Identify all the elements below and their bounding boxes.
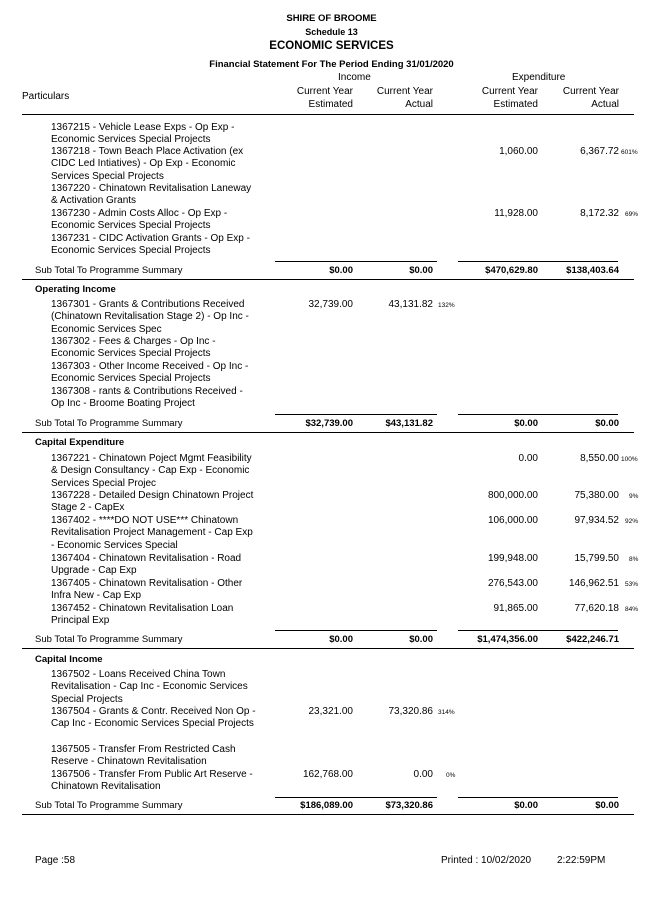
subtotal-expenditure-actual: $0.00 xyxy=(595,418,619,429)
line-item: 1367402 - ****DO NOT USE*** Chinatown Revitalisation Project Management - Cap Exp - Economic Services Special xyxy=(51,515,253,551)
section-divider xyxy=(22,648,634,649)
subtotal-rule-income xyxy=(275,630,437,631)
subtotal-income-actual: $43,131.82 xyxy=(385,418,433,429)
income-estimated: 162,768.00 xyxy=(302,769,353,780)
section-divider xyxy=(22,432,634,433)
subtotal-label: Sub Total To Programme Summary xyxy=(35,800,183,811)
subtotal-expenditure-estimated: $470,629.80 xyxy=(485,265,538,276)
subtotal-rule-income xyxy=(275,261,437,262)
subtotal-income-estimated: $32,739.00 xyxy=(305,418,353,429)
income-actual: 73,320.86 xyxy=(388,706,433,717)
expenditure-percent: 100% xyxy=(621,456,638,463)
expenditure-actual: 8,172.32 xyxy=(580,208,619,219)
expenditure-actual-header: Current Year Actual xyxy=(562,86,619,110)
subtotal-label: Sub Total To Programme Summary xyxy=(35,265,183,276)
section-title-operating-income: Operating Income xyxy=(35,284,116,295)
expenditure-percent: 601% xyxy=(621,149,638,156)
line-item: 1367504 - Grants & Contr. Received Non Op - Cap Inc - Economic Services Special Projects xyxy=(51,706,256,730)
section-title-capital-income: Capital Income xyxy=(35,654,103,665)
expenditure-percent: 84% xyxy=(625,606,639,613)
line-item: 1367502 - Loans Received China Town Revitalisation - Cap Inc - Economic Services Special Projects xyxy=(51,669,248,705)
subtotal-income-estimated: $0.00 xyxy=(329,634,353,645)
expenditure-estimated: 1,060.00 xyxy=(499,146,538,157)
line-item: 1367230 - Admin Costs Alloc - Op Exp - Economic Services Special Projects xyxy=(51,208,228,232)
line-item: 1367215 - Vehicle Lease Exps - Op Exp - Economic Services Special Projects xyxy=(51,122,235,146)
subtotal-label: Sub Total To Programme Summary xyxy=(35,634,183,645)
subtotal-expenditure-estimated: $0.00 xyxy=(514,800,538,811)
subtotal-rule-income xyxy=(275,797,437,798)
expenditure-actual: 8,550.00 xyxy=(580,453,619,464)
subtotal-income-estimated: $186,089.00 xyxy=(300,800,353,811)
line-item: 1367506 - Transfer From Public Art Reserve - Chinatown Revitalisation xyxy=(51,769,253,793)
income-percent: 132% xyxy=(438,302,455,309)
expenditure-actual: 146,962.51 xyxy=(568,578,619,589)
expenditure-estimated: 11,928.00 xyxy=(494,208,538,219)
income-percent: 0% xyxy=(446,772,456,779)
expenditure-percent: 53% xyxy=(625,581,639,588)
subtotal-income-estimated: $0.00 xyxy=(329,265,353,276)
expenditure-percent: 9% xyxy=(629,493,639,500)
expenditure-actual: 6,367.72 xyxy=(580,146,619,157)
expenditure-actual: 75,380.00 xyxy=(574,490,619,501)
section-divider xyxy=(22,814,634,815)
schedule-label: Schedule 13 xyxy=(305,27,358,37)
income-actual: 0.00 xyxy=(413,769,433,780)
expenditure-header: Expenditure xyxy=(512,72,566,83)
subtotal-expenditure-estimated: $0.00 xyxy=(514,418,538,429)
expenditure-actual: 15,799.50 xyxy=(574,553,619,564)
subtotal-rule-expenditure xyxy=(458,414,618,415)
line-item: 1367221 - Chinatown Poject Mgmt Feasibility & Design Consultancy - Cap Exp - Economic Services Special Projec xyxy=(51,453,252,489)
subtotal-expenditure-estimated: $1,474,356.00 xyxy=(477,634,538,645)
income-estimated-header: Current Year Estimated xyxy=(296,86,353,110)
subtotal-rule-expenditure xyxy=(458,797,618,798)
printed-date: Printed : 10/02/2020 xyxy=(441,855,532,866)
expenditure-percent: 69% xyxy=(625,211,639,218)
expenditure-actual: 97,934.52 xyxy=(574,515,619,526)
subtotal-expenditure-actual: $138,403.64 xyxy=(566,265,619,276)
income-actual: 43,131.82 xyxy=(388,299,433,310)
expenditure-estimated-header: Current Year Estimated xyxy=(481,86,538,110)
section-title-capital-expenditure: Capital Expenditure xyxy=(35,437,125,448)
line-item: 1367308 - rants & Contributions Received - Op Inc - Broome Boating Project xyxy=(51,386,243,410)
printed-time: 2:22:59PM xyxy=(557,855,606,866)
line-item: 1367302 - Fees & Charges - Op Inc - Economic Services Special Projects xyxy=(51,336,216,360)
subtotal-rule-expenditure xyxy=(458,261,618,262)
income-estimated: 23,321.00 xyxy=(308,706,353,717)
subtotal-label: Sub Total To Programme Summary xyxy=(35,418,183,429)
line-item: 1367301 - Grants & Contributions Received (Chinatown Revitalisation Stage 2) - Op Inc - Economic Services Spec xyxy=(51,299,249,335)
department-title: ECONOMIC SERVICES xyxy=(269,40,394,52)
expenditure-estimated: 106,000.00 xyxy=(487,515,538,526)
expenditure-percent: 8% xyxy=(629,556,639,563)
section-divider xyxy=(22,279,634,280)
line-item: 1367404 - Chinatown Revitalisation - Road Upgrade - Cap Exp xyxy=(51,553,242,577)
subtotal-rule-income xyxy=(275,414,437,415)
subtotal-income-actual: $73,320.86 xyxy=(385,800,433,811)
expenditure-estimated: 91,865.00 xyxy=(493,603,538,614)
income-actual-header: Current Year Actual xyxy=(376,86,433,110)
income-estimated: 32,739.00 xyxy=(308,299,353,310)
header-rule xyxy=(22,114,634,115)
statement-title: Financial Statement For The Period Ending 31/01/2020 xyxy=(209,59,454,70)
subtotal-income-actual: $0.00 xyxy=(409,634,433,645)
line-item: 1367303 - Other Income Received - Op Inc - Economic Services Special Projects xyxy=(51,361,249,385)
expenditure-estimated: 800,000.00 xyxy=(487,490,538,501)
org-name: SHIRE OF BROOME xyxy=(286,13,377,24)
income-percent: 314% xyxy=(438,709,455,716)
particulars-header: Particulars xyxy=(22,91,70,102)
line-item: 1367220 - Chinatown Revitalisation Laneway & Activation Grants xyxy=(51,183,252,207)
expenditure-estimated: 199,948.00 xyxy=(487,553,538,564)
line-item: 1367452 - Chinatown Revitalisation Loan Principal Exp xyxy=(51,603,234,627)
line-item: 1367505 - Transfer From Restricted Cash Reserve - Chinatown Revitalisation xyxy=(51,744,236,768)
subtotal-rule-expenditure xyxy=(458,630,618,631)
income-header: Income xyxy=(338,72,371,83)
page-number: Page :58 xyxy=(35,855,76,866)
line-item: 1367228 - Detailed Design Chinatown Project Stage 2 - CapEx xyxy=(51,490,254,514)
subtotal-income-actual: $0.00 xyxy=(409,265,433,276)
line-item: 1367405 - Chinatown Revitalisation - Other Infra New - Cap Exp xyxy=(51,578,243,602)
expenditure-estimated: 276,543.00 xyxy=(487,578,538,589)
line-item: 1367231 - CIDC Activation Grants - Op Exp - Economic Services Special Projects xyxy=(51,233,250,257)
expenditure-percent: 92% xyxy=(625,518,639,525)
subtotal-expenditure-actual: $0.00 xyxy=(595,800,619,811)
expenditure-estimated: 0.00 xyxy=(518,453,538,464)
subtotal-expenditure-actual: $422,246.71 xyxy=(566,634,619,645)
expenditure-actual: 77,620.18 xyxy=(574,603,619,614)
line-item: 1367218 - Town Beach Place Activation (ex CIDC Led Intiatives) - Op Exp - Economic Services Special Projects xyxy=(51,146,244,182)
